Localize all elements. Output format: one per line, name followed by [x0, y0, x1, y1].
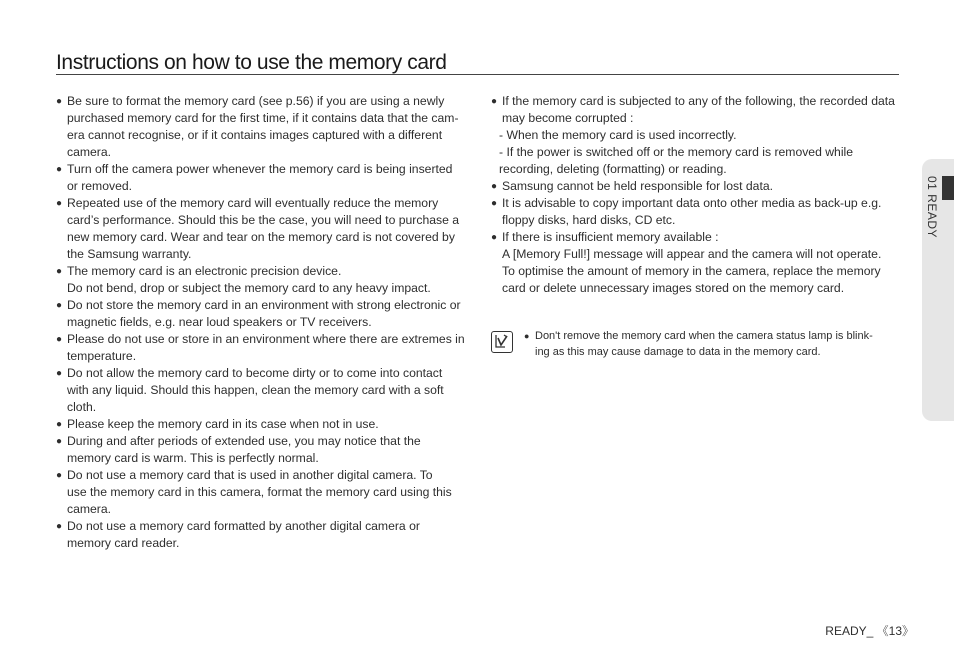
- bullet-dot: ●: [524, 331, 530, 341]
- text-line: The memory card is an electronic precision device.: [67, 264, 342, 278]
- text-line: memory card is warm. This is perfectly normal.: [67, 451, 319, 465]
- bullet-item: [56, 365, 472, 416]
- title-underline: [56, 74, 899, 75]
- text-line: temperature.: [67, 349, 137, 363]
- sub-item: [491, 144, 911, 178]
- bullet-item: [56, 93, 472, 161]
- bullet-dot: ●: [56, 300, 63, 311]
- text-line: If there is insufficient memory available :: [502, 230, 719, 244]
- text-line: use the memory card in this camera, format the memory card using this: [67, 485, 452, 499]
- text-line: or removed.: [67, 179, 133, 193]
- bullet-dot: ●: [491, 198, 498, 209]
- text-line: Do not use a memory card formatted by another digital camera or: [67, 519, 420, 533]
- text-line: During and after periods of extended use, you may notice that the: [67, 434, 421, 448]
- bullet-item: [56, 195, 472, 263]
- bullet-item: [56, 161, 472, 195]
- text-line: Do not bend, drop or subject the memory card to any heavy impact.: [67, 281, 431, 295]
- text-line: - If the power is switched off or the memory card is removed while: [499, 145, 854, 159]
- text-line: Turn off the camera power whenever the memory card is being inserted: [67, 162, 453, 176]
- note-line: ing as this may cause damage to data in the memory card.: [535, 346, 821, 358]
- text-line: - When the memory card is used incorrectly.: [499, 128, 737, 142]
- text-line: era cannot recognise, or if it contains images captured with a different: [67, 128, 443, 142]
- right-column: [491, 93, 911, 297]
- text-line: purchased memory card for the first time, if it contains data that the cam-: [67, 111, 459, 125]
- bullet-dot: ●: [56, 96, 63, 107]
- bullet-item: [491, 93, 911, 127]
- bullet-item: [56, 518, 472, 552]
- bullet-dot: ●: [56, 419, 63, 430]
- bullet-item: [491, 229, 911, 246]
- text-line: camera.: [67, 502, 112, 516]
- text-line: Do not store the memory card in an environment with strong electronic or: [67, 298, 461, 312]
- bullet-dot: ●: [56, 334, 63, 345]
- page-title: Instructions on how to use the memory card: [56, 51, 447, 74]
- text-line: card’s performance. Should this be the case, you will need to purchase a: [67, 213, 460, 227]
- sub-item: [491, 127, 911, 144]
- text-line: floppy disks, hard disks, CD etc.: [502, 213, 676, 227]
- text-line: recording, deleting (formatting) or reading.: [499, 162, 727, 176]
- text-line: Samsung cannot be held responsible for lost data.: [502, 179, 774, 193]
- bullet-item: [56, 331, 472, 365]
- bullet-dot: ●: [56, 470, 63, 481]
- bullet-dot: ●: [56, 436, 63, 447]
- bullet-dot: ●: [491, 232, 498, 243]
- bullet-item: [56, 263, 472, 297]
- text-line: A [Memory Full!] message will appear and the camera will not operate.: [502, 247, 882, 261]
- bullet-dot: ●: [56, 521, 63, 532]
- bullet-dot: ●: [56, 164, 63, 175]
- text-line: the Samsung warranty.: [67, 247, 192, 261]
- text-line: If the memory card is subjected to any of the following, the recorded data: [502, 94, 895, 108]
- text-line: It is advisable to copy important data onto other media as back-up e.g.: [502, 196, 882, 210]
- text-line: To optimise the amount of memory in the camera, replace the memory: [502, 264, 881, 278]
- paragraph: [491, 246, 911, 297]
- text-line: Please keep the memory card in its case when not in use.: [67, 417, 379, 431]
- bullet-item: [56, 433, 472, 467]
- text-line: memory card reader.: [67, 536, 180, 550]
- note-text: [524, 328, 907, 360]
- page-footer: READY_ 《13》: [825, 624, 914, 638]
- text-line: camera.: [67, 145, 112, 159]
- section-tab-label: 01 READY: [925, 176, 939, 239]
- bullet-dot: ●: [56, 198, 63, 209]
- bullet-dot: ●: [491, 181, 498, 192]
- bullet-item: [56, 297, 472, 331]
- text-line: card or delete unnecessary images stored on the memory card.: [502, 281, 845, 295]
- text-line: new memory card. Wear and tear on the memory card is not covered by: [67, 230, 455, 244]
- text-line: Repeated use of the memory card will eventually reduce the memory: [67, 196, 439, 210]
- text-line: with any liquid. Should this happen, clean the memory card with a soft: [67, 383, 444, 397]
- text-line: magnetic fields, e.g. near loud speakers or TV receivers.: [67, 315, 372, 329]
- left-column: [56, 93, 472, 552]
- bullet-dot: ●: [56, 368, 63, 379]
- note-pencil-icon: [491, 331, 513, 353]
- bullet-item: [56, 467, 472, 518]
- text-line: Be sure to format the memory card (see p.56) if you are using a newly: [67, 94, 445, 108]
- text-line: Do not allow the memory card to become dirty or to come into contact: [67, 366, 443, 380]
- text-line: may become corrupted :: [502, 111, 634, 125]
- text-line: cloth.: [67, 400, 97, 414]
- text-line: Do not use a memory card that is used in another digital camera. To: [67, 468, 433, 482]
- bullet-dot: ●: [56, 266, 63, 277]
- bullet-item: [491, 195, 911, 229]
- text-line: Please do not use or store in an environment where there are extremes in: [67, 332, 465, 346]
- bullet-item: [56, 416, 472, 433]
- note-line: Don't remove the memory card when the camera status lamp is blink-: [535, 330, 873, 342]
- bullet-dot: ●: [491, 96, 498, 107]
- bullet-item: [491, 178, 911, 195]
